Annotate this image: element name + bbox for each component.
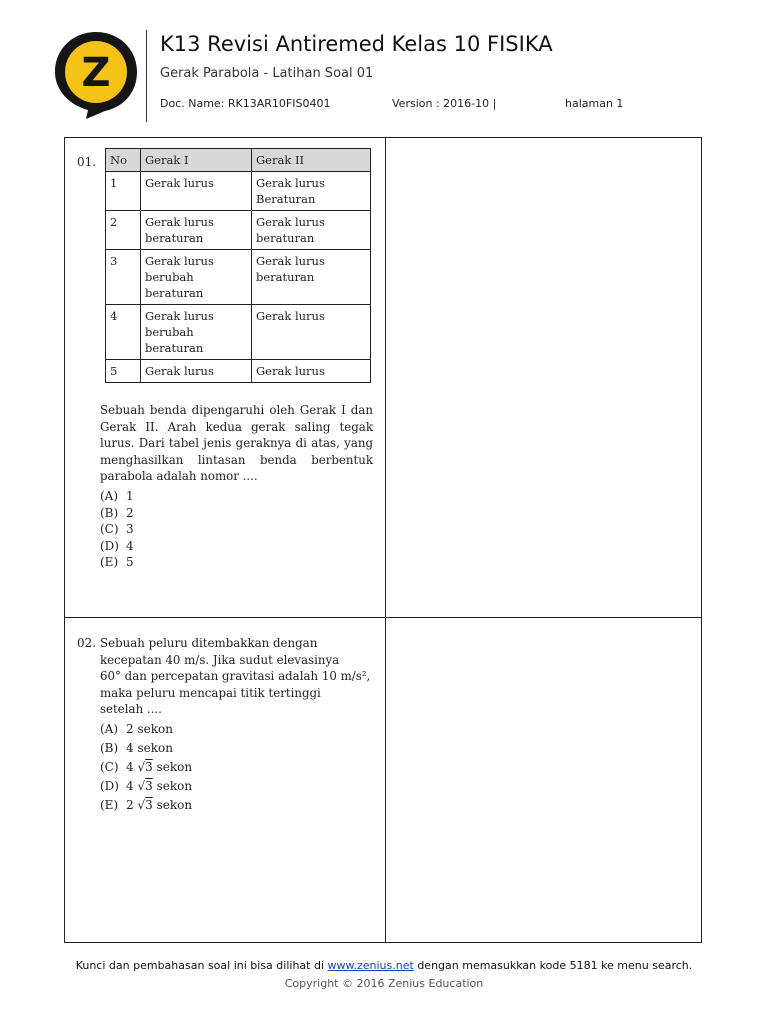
table-cell: Gerak lurus beraturan xyxy=(252,250,371,305)
option-text: 3 xyxy=(126,522,134,537)
frame-column-divider xyxy=(385,137,386,943)
option-coef: 2 xyxy=(126,798,134,812)
option-label: (B) xyxy=(100,741,119,755)
question-1-options xyxy=(100,488,370,571)
table-row xyxy=(106,172,371,211)
question-2-options xyxy=(100,720,370,815)
footer-text-before: Kunci dan pembahasan soal ini bisa dilihat di xyxy=(75,959,324,972)
option-unit: sekon xyxy=(156,779,193,793)
option-label: (E) xyxy=(100,798,119,812)
answer-option[interactable] xyxy=(100,739,370,758)
answer-option[interactable] xyxy=(100,758,370,777)
table-cell: Gerak lurus xyxy=(252,360,371,383)
option-coef: 4 xyxy=(126,779,134,793)
question-1-table xyxy=(105,148,371,383)
option-label: (C) xyxy=(100,522,119,537)
table-cell: Gerak lurus xyxy=(252,305,371,360)
stem-line: setelah .... xyxy=(100,702,162,716)
sqrt-sign: √ xyxy=(137,798,146,812)
table-cell: Gerak lurus berubah beraturan xyxy=(141,305,252,360)
logo-letter: Z xyxy=(81,50,111,96)
table-header-cell: Gerak II xyxy=(252,149,371,172)
sqrt-radicand: 3 xyxy=(145,798,153,812)
option-coef: 2 xyxy=(126,722,134,736)
answer-option[interactable] xyxy=(100,488,370,505)
page-number: halaman 1 xyxy=(565,97,624,110)
table-cell: 3 xyxy=(106,250,141,305)
answer-option[interactable] xyxy=(100,538,370,555)
table-row xyxy=(106,360,371,383)
option-unit: sekon xyxy=(137,741,173,755)
option-label: (B) xyxy=(100,505,119,520)
table-cell: 1 xyxy=(106,172,141,211)
stem-line: maka peluru mencapai titik tertinggi xyxy=(100,685,321,700)
option-unit: sekon xyxy=(156,798,193,812)
question-1-stem: Sebuah benda dipengaruhi oleh Gerak I dan Gerak II. Arah kedua gerak saling tegak lurus. Dari tabel jenis geraknya di atas, yang menghasilkan lintasan benda berbentuk parabola adalah nomor .... xyxy=(100,403,373,483)
table-row xyxy=(106,305,371,360)
question-2-number: 02. xyxy=(77,636,97,650)
table-cell: Gerak lurus xyxy=(141,172,252,211)
option-unit: sekon xyxy=(137,722,173,736)
answer-option[interactable] xyxy=(100,796,370,815)
table-row xyxy=(106,211,371,250)
table-cell: Gerak lurus xyxy=(141,360,252,383)
table-header-row xyxy=(106,149,371,172)
option-unit: sekon xyxy=(156,760,193,774)
table-cell: Gerak lurus Beraturan xyxy=(252,172,371,211)
sqrt-radicand: 3 xyxy=(145,760,153,774)
answer-option[interactable] xyxy=(100,777,370,796)
table-header-cell: Gerak I xyxy=(141,149,252,172)
option-text: 5 xyxy=(126,555,134,570)
option-label: (A) xyxy=(100,489,119,503)
table-cell: Gerak lurus beraturan xyxy=(141,211,252,250)
answer-option[interactable] xyxy=(100,720,370,739)
zenius-link[interactable]: www.zenius.net xyxy=(327,959,414,972)
option-text: 4 xyxy=(126,538,134,553)
doc-subtitle: Gerak Parabola - Latihan Soal 01 xyxy=(160,66,374,81)
option-label: (A) xyxy=(100,722,119,736)
stem-line: 60° dan percepatan gravitasi adalah 10 m/s², xyxy=(100,669,371,683)
header-divider xyxy=(146,30,147,122)
table-cell: 2 xyxy=(106,211,141,250)
option-label: (C) xyxy=(100,760,119,774)
sqrt-sign: √ xyxy=(137,779,146,793)
option-label: (D) xyxy=(100,538,119,553)
doc-title: K13 Revisi Antiremed Kelas 10 FISIKA xyxy=(160,32,553,56)
sqrt-radicand: 3 xyxy=(145,779,153,793)
question-1-number: 01. xyxy=(77,155,97,169)
stem-line: Sebuah peluru ditembakkan dengan xyxy=(100,636,318,650)
table-cell: 4 xyxy=(106,305,141,360)
answer-option[interactable] xyxy=(100,521,370,538)
copyright: Copyright © 2016 Zenius Education xyxy=(284,977,484,990)
answer-option[interactable] xyxy=(100,554,370,571)
footer-text-after: dengan memasukkan kode 5181 ke menu search. xyxy=(417,959,693,972)
option-label: (E) xyxy=(100,555,119,570)
option-coef: 4 xyxy=(126,760,134,774)
table-cell: Gerak lurus beraturan xyxy=(252,211,371,250)
table-cell: 5 xyxy=(106,360,141,383)
table-row xyxy=(106,250,371,305)
option-label: (D) xyxy=(100,779,119,793)
doc-name: Doc. Name: RK13AR10FIS0401 xyxy=(160,97,331,110)
option-text: 1 xyxy=(126,489,134,503)
doc-version: Version : 2016-10 | xyxy=(392,97,497,110)
option-coef: 4 xyxy=(126,741,134,755)
option-text: 2 xyxy=(126,505,134,520)
footer-note xyxy=(0,959,768,972)
table-cell: Gerak lurus berubah beraturan xyxy=(141,250,252,305)
question-2-stem xyxy=(100,635,380,718)
sqrt-sign: √ xyxy=(137,760,146,774)
answer-option[interactable] xyxy=(100,505,370,522)
zenius-logo xyxy=(53,30,139,120)
table-header-cell: No xyxy=(106,149,141,172)
frame-row-divider xyxy=(64,617,702,618)
stem-line: kecepatan 40 m/s. Jika sudut elevasinya xyxy=(100,652,340,667)
